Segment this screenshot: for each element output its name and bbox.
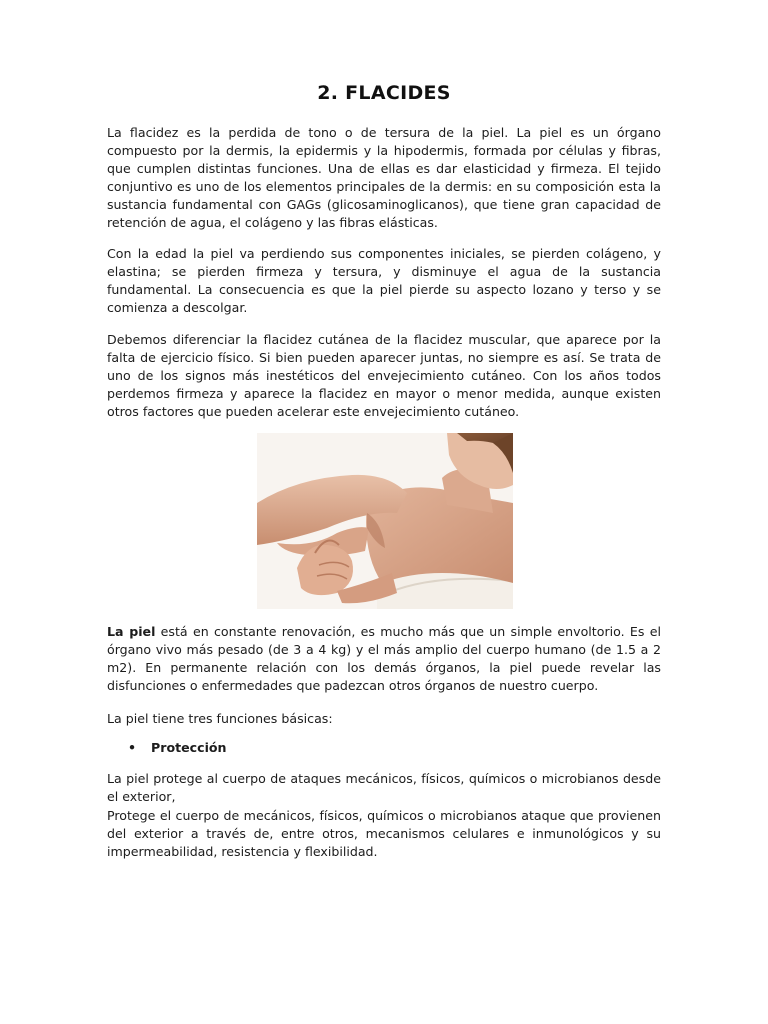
paragraph-protection-2: Protege el cuerpo de mecánicos, físicos, químicos o microbianos ataque que provienen del exterior a través de, entre otros, mecanismos celulares e inmunológicos y su impermeabilidad, resistencia y flexibilidad. xyxy=(107,808,661,860)
skin-paragraph-text: está en constante renovación, es mucho más que un simple envoltorio. Es el órgano vivo más pesado (de 3 a 4 kg) y el más amplio del cuerpo humano (de 1.5 a 2 m2). En permanente relación con los demás órganos, la piel puede revelar las disfunciones o enfermedades que padezcan otros órganos de nuestro cuerpo. xyxy=(107,624,661,694)
skin-bold-term: La piel xyxy=(107,624,156,639)
paragraph-aging: Con la edad la piel va perdiendo sus componentes iniciales, se pierden colágeno, y elastina; se pierden firmeza y tersura, y disminuye el agua de la sustancia fundamental. La consecuencia es que la piel pierde su aspecto lozano y terso y se comienza a descolgar. xyxy=(107,246,661,316)
bullet-item-protection xyxy=(128,739,227,757)
page-title: 2. FLACIDES xyxy=(317,82,451,104)
paragraph-functions-intro: La piel tiene tres funciones básicas: xyxy=(107,711,333,726)
paragraph-differences: Debemos diferenciar la flacidez cutánea de la flacidez muscular, que aparece por la falta de ejercicio físico. Si bien pueden aparecer juntas, no siempre es así. Se trata de uno de los signos más inestéticos del envejecimiento cutáneo. Con los años todos perdemos firmeza y aparece la flacidez en mayor o menor medida, aunque existen otros factores que pueden acelerar este envejecimiento cutáneo. xyxy=(107,332,661,420)
bullet-marker: • xyxy=(128,740,137,755)
bullet-label: Protección xyxy=(151,740,227,755)
paragraph-definition: La flacidez es la perdida de tono o de tersura de la piel. La piel es un órgano compuesto por la dermis, la epidermis y la hipodermis, formada por células y fibras, que cumplen distintas funciones. Una de ellas es dar elasticidad y firmeza. El tejido conjuntivo es uno de los elementos principales de la dermis: en su composición esta la sustancia fundamental con GAGs (glicosaminoglicanos), que tiene gran capacidad de retención de agua, el colágeno y las fibras elásticas. xyxy=(107,125,661,231)
arm-skin-photo xyxy=(257,433,513,609)
paragraph-skin xyxy=(107,623,661,695)
paragraph-protection-1: La piel protege al cuerpo de ataques mecánicos, físicos, químicos o microbianos desde el exterior, xyxy=(107,771,661,805)
